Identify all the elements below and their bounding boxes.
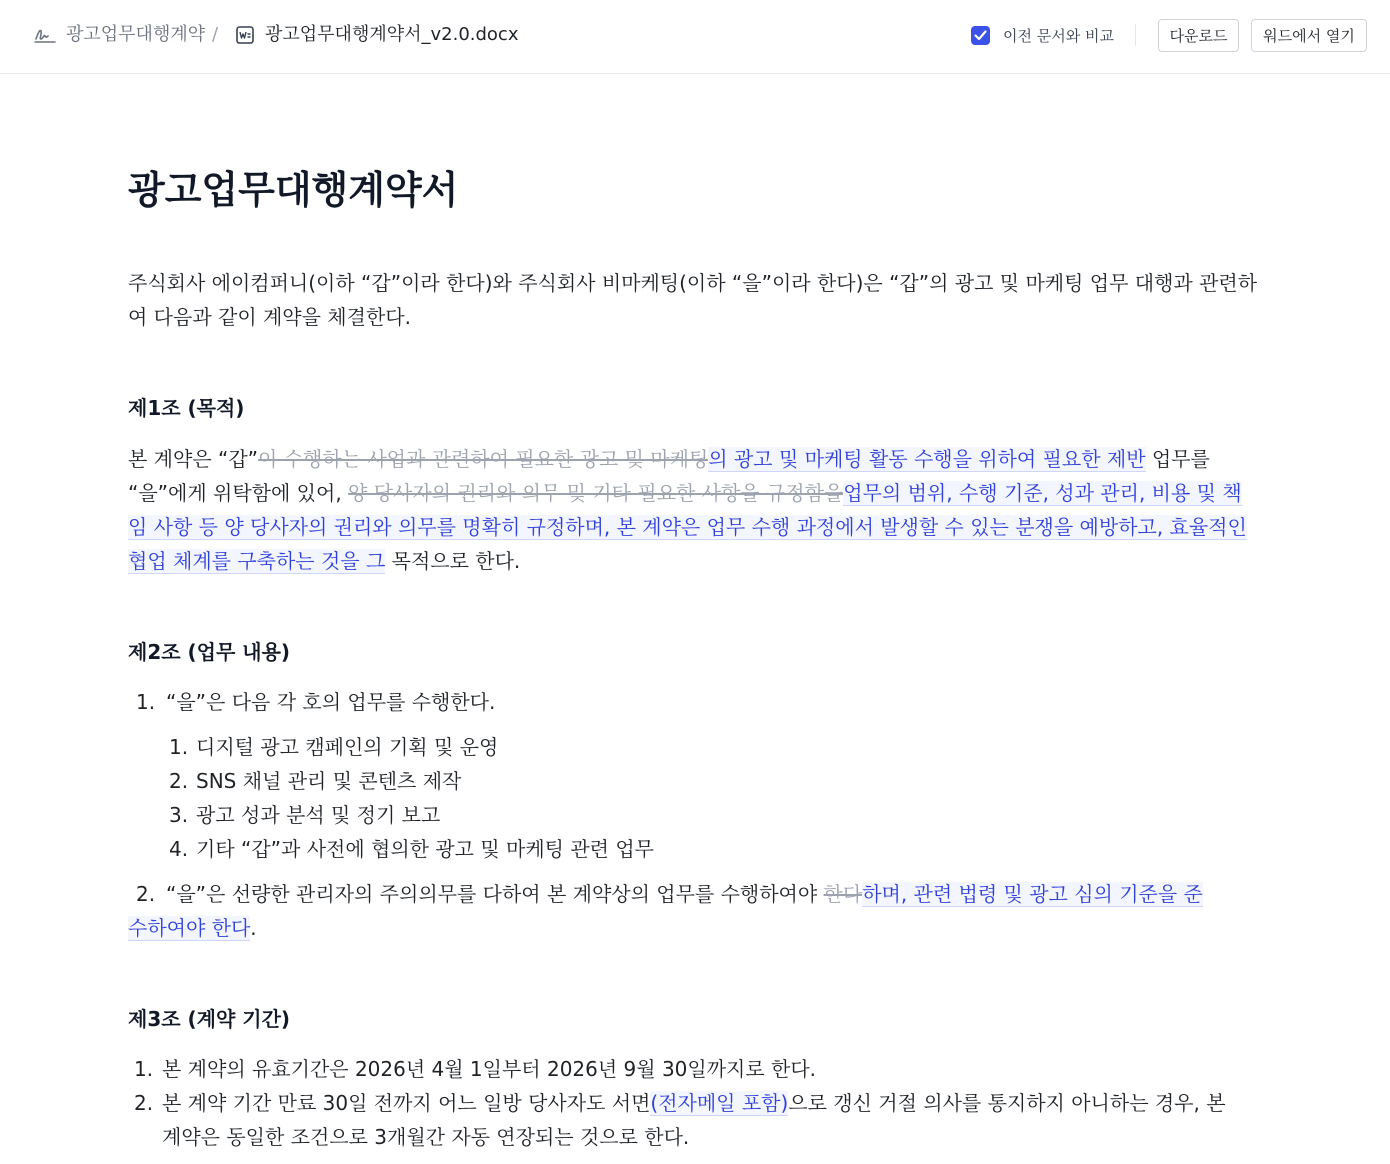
compare-toggle[interactable] — [971, 24, 1114, 46]
list-item: “을”은 다음 각 호의 업무를 수행한다. — [166, 690, 496, 714]
open-in-word-button[interactable]: 워드에서 열기 — [1251, 19, 1367, 52]
list-item — [162, 1086, 1242, 1154]
sublist-item: 디지털 광고 캠페인의 기획 및 운영 — [196, 735, 499, 759]
breadcrumb-separator: / — [212, 24, 219, 45]
sublist-item: SNS 채널 관리 및 콘텐츠 제작 — [196, 769, 462, 793]
text: 목적으로 한다. — [385, 549, 521, 573]
top-bar — [0, 0, 1390, 74]
inserted-text: 의 광고 및 마케팅 활동 수행을 위하여 필요한 제반 — [708, 447, 1146, 471]
checkmark-icon — [974, 30, 987, 41]
sublist-item: 광고 성과 분석 및 정기 보고 — [196, 803, 441, 827]
sublist-number: 2. — [169, 769, 189, 793]
deleted-text: 이 수행하는 사업과 관련하여 필요한 광고 및 마케팅 — [258, 447, 709, 471]
text: “을”은 선량한 관리자의 주의의무를 다하여 본 계약상의 업무를 수행하여야 — [166, 882, 824, 906]
list-item — [128, 877, 1208, 945]
text: . — [250, 916, 257, 940]
text: 으로 갱신 거절 의사를 통지하지 아니하는 경우, 본 계약은 동일한 조건으로 3개월간 자동 연장되는 것으로 한다. — [162, 1091, 1226, 1149]
sublist-number: 4. — [169, 837, 189, 861]
list-number: 1. — [134, 1057, 154, 1081]
text: 업무를 “을”에게 위탁함에 있어, — [128, 447, 1210, 505]
article-3-heading: 제3조 (계약 기간) — [128, 1007, 291, 1031]
divider — [1135, 24, 1136, 46]
sublist-number: 3. — [169, 803, 189, 827]
compare-label: 이전 문서와 비교 — [1003, 26, 1114, 45]
text: 본 계약 기간 만료 30일 전까지 어느 일방 당사자도 서면 — [162, 1091, 651, 1115]
text: 본 계약은 “갑” — [128, 447, 259, 471]
list-number: 2. — [136, 882, 156, 906]
inserted-text: 하며, 관련 법령 및 광고 심의 기준을 준수하여야 한다 — [128, 882, 1203, 940]
article-1-heading: 제1조 (목적) — [128, 396, 245, 420]
breadcrumb-file-name: 광고업무대행계약서_v2.0.docx — [265, 24, 519, 45]
article-1-paragraph — [128, 442, 1258, 578]
signature-icon — [34, 25, 56, 49]
document-title: 광고업무대행계약서 — [128, 168, 459, 212]
intro-paragraph: 주식회사 에이컴퍼니(이하 “갑”이라 한다)와 주식회사 비마케팅(이하 “을”이라 한다)은 “갑”의 광고 및 마케팅 업무 대행과 관련하여 다음과 같이 계약을 체결한다. — [128, 271, 1258, 329]
download-button[interactable]: 다운로드 — [1158, 19, 1239, 52]
inserted-text: (전자메일 포함) — [650, 1091, 789, 1115]
deleted-text: 한다 — [823, 882, 863, 906]
deleted-text: 양 당사자의 권리와 의무 및 기타 필요한 사항을 규정함을 — [348, 481, 844, 505]
list-item: 본 계약의 유효기간은 2026년 4월 1일부터 2026년 9월 30일까지로 한다. — [162, 1057, 817, 1081]
sublist-item: 기타 “갑”과 사전에 협의한 광고 및 마케팅 관련 업무 — [196, 837, 654, 861]
sublist-number: 1. — [169, 735, 189, 759]
compare-checkbox[interactable] — [971, 26, 990, 45]
inserted-text: 업무의 범위, 수행 기준, 성과 관리, 비용 및 책임 사항 등 양 당사자의 권리와 의무를 명확히 규정하며, 본 계약은 업무 수행 과정에서 발생할 수 있는 분쟁을 예방하고, 효율적인 협업 체계를 구축하는 것을 그 — [128, 481, 1247, 573]
list-number: 2. — [134, 1091, 154, 1115]
article-2-heading: 제2조 (업무 내용) — [128, 640, 291, 664]
list-number: 1. — [136, 690, 156, 714]
breadcrumb-root[interactable]: 광고업무대행계약 — [66, 24, 206, 45]
word-file-icon — [235, 25, 255, 49]
